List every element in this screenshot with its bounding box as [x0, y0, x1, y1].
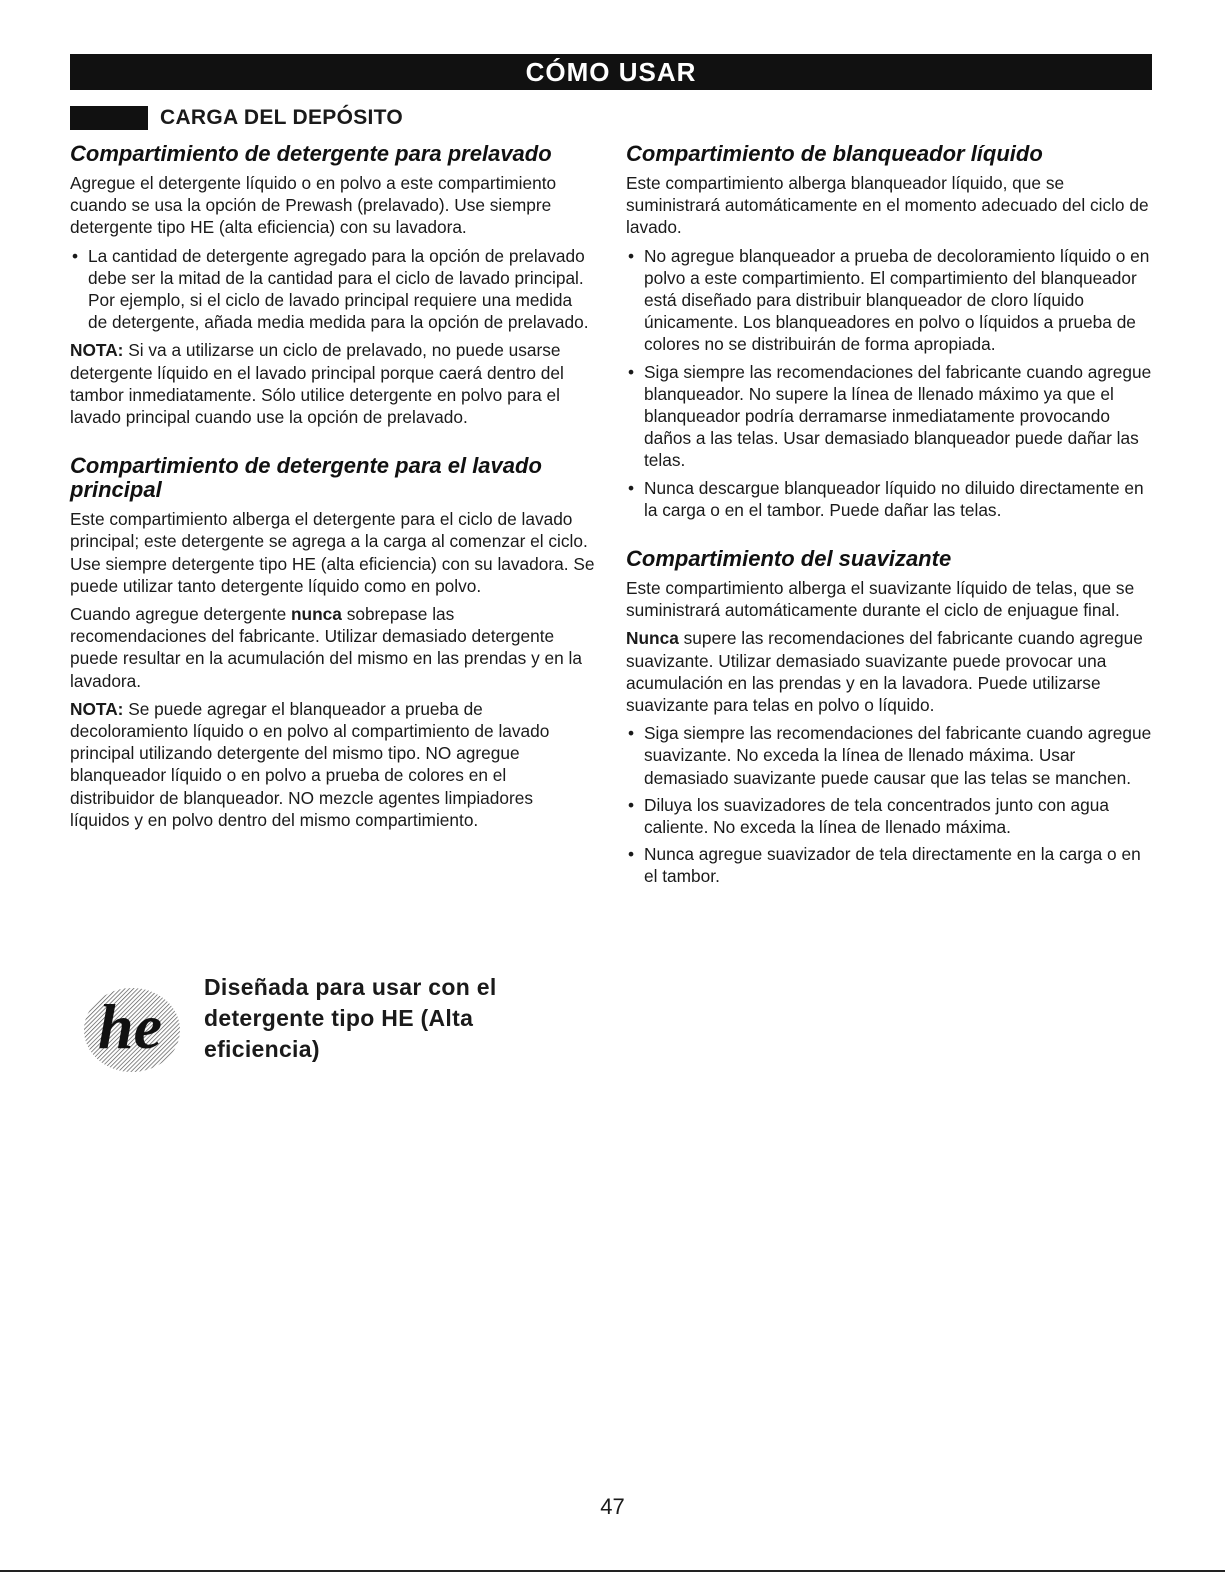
main-wash-p2-after: sobrepase las recomendaciones del fabricante. Utilizar demasiado detergente puede resultar en la acumulación del mismo en las prendas y en la lavadora.	[70, 604, 583, 691]
section-marker	[70, 106, 148, 130]
main-wash-p2-before: Cuando agregue detergente	[70, 604, 291, 625]
main-wash-heading: Compartimiento de detergente para el lavado principal	[70, 453, 542, 503]
bleach-list	[626, 245, 1156, 521]
he-logo-icon	[80, 978, 188, 1078]
prewash-heading: Compartimiento de detergente para prelavado	[70, 141, 552, 166]
right-column	[626, 142, 1156, 894]
bleach-intro: Este compartimiento alberga blanqueador líquido, que se suministrará automáticamente en el momento adecuado del ciclo de lavado.	[626, 173, 1149, 238]
bleach-heading: Compartimiento de blanqueador líquido	[626, 141, 1043, 166]
softener-p2	[626, 627, 1156, 716]
page-number: 47	[600, 1494, 625, 1519]
bleach-bullet: • Nunca descargue blanqueador líquido no diluido directamente en la carga o en el tambor. Puede dañar las telas.	[626, 477, 1156, 521]
prewash-note-text: Si va a utilizarse un ciclo de prelavado, no puede usarse detergente líquido en el lavado principal porque caerá dentro del tambor inmediatamente. Sólo utilice detergente en polvo para el lavado principal cuando use la opción de prelavado.	[70, 340, 564, 428]
softener-p2-bold: Nunca	[626, 628, 679, 649]
main-wash-note-text: Se puede agregar el blanqueador a prueba de decoloramiento líquido o en polvo al compartimiento de lavado principal utilizando detergente del mismo tipo. NO agregue blanqueador líquido o en polvo a prueba de colores en el distribuidor de blanqueador. NO mezcle agentes limpiadores líquidos y en polvo dentro del mismo compartimiento.	[70, 698, 550, 830]
bleach-bullet: • No agregue blanqueador a prueba de decoloramiento líquido o en polvo a este compartimiento. El compartimiento del blanqueador está diseñado para distribuir blanqueador de cloro líquido únicamente. Los blanqueadores en polvo o líquidos a prueba de colores no se distribuirán de forma apropiada.	[626, 245, 1156, 356]
main-wash-p2	[70, 603, 595, 692]
softener-p2-after: supere las recomendaciones del fabricante cuando agregue suavizante. Utilizar demasiado suavizante puede provocar una acumulación en las prendas y en la lavadora. Puede utilizarse suavizante para telas en polvo o líquido.	[626, 628, 1143, 716]
he-caption: Diseñada para usar con el detergente tipo HE (Alta eficiencia)	[204, 974, 497, 1062]
softener-bullet: • Siga siempre las recomendaciones del fabricante cuando agregue suavizante. No exceda la línea de llenado máxima. Usar demasiado suavizante puede causar que las telas se manchen.	[626, 722, 1156, 789]
left-column	[70, 142, 595, 837]
softener-bullet: • Nunca agregue suavizador de tela directamente en la carga o en el tambor.	[626, 843, 1156, 887]
prewash-note-label: NOTA:	[70, 340, 124, 361]
main-wash-note	[70, 698, 595, 831]
softener-intro: Este compartimiento alberga el suavizante líquido de telas, que se suministrará automáticamente durante el ciclo de enjuague final.	[626, 578, 1135, 621]
page-banner: CÓMO USAR	[70, 54, 1152, 90]
softener-bullet: • Diluya los suavizadores de tela concentrados junto con agua caliente. No exceda la línea de llenado máxima.	[626, 794, 1156, 838]
prewash-note	[70, 339, 595, 428]
prewash-list	[70, 245, 595, 334]
section-title: CARGA DEL DEPÓSITO	[160, 106, 404, 129]
softener-heading: Compartimiento del suavizante	[626, 546, 952, 572]
prewash-bullet: • La cantidad de detergente agregado para la opción de prelavado debe ser la mitad de la cantidad para el ciclo de lavado principal. Por ejemplo, si el ciclo de lavado principal requiere una medida de detergente, añada media medida para la opción de prelavado.	[70, 245, 595, 334]
prewash-intro: Agregue el detergente líquido o en polvo a este compartimiento cuando se usa la opción de Prewash (prelavado). Use siempre detergente tipo HE (alta eficiencia) con su lavadora.	[70, 173, 557, 238]
he-badge	[80, 972, 534, 1078]
section-header	[70, 104, 403, 132]
main-wash-note-label: NOTA:	[70, 698, 124, 719]
main-wash-p1: Este compartimiento alberga el detergente para el ciclo de lavado principal; este detergente se agrega a la carga al comenzar el ciclo. Use siempre detergente tipo HE (alta eficiencia) con su lavadora. Se puede utilizar tanto detergente líquido como en polvo.	[70, 509, 595, 596]
softener-list	[626, 722, 1156, 887]
bleach-bullet: • Siga siempre las recomendaciones del fabricante cuando agregue blanqueador. No supere la línea de llenado máximo ya que el blanqueador podría derramarse inmediatamente provocando daños a las telas. Usar demasiado blanqueador puede dañar las telas.	[626, 361, 1156, 472]
bottom-rule	[0, 1570, 1225, 1572]
he-logo-text: he	[98, 991, 162, 1062]
main-wash-p2-bold: nunca	[291, 604, 342, 625]
